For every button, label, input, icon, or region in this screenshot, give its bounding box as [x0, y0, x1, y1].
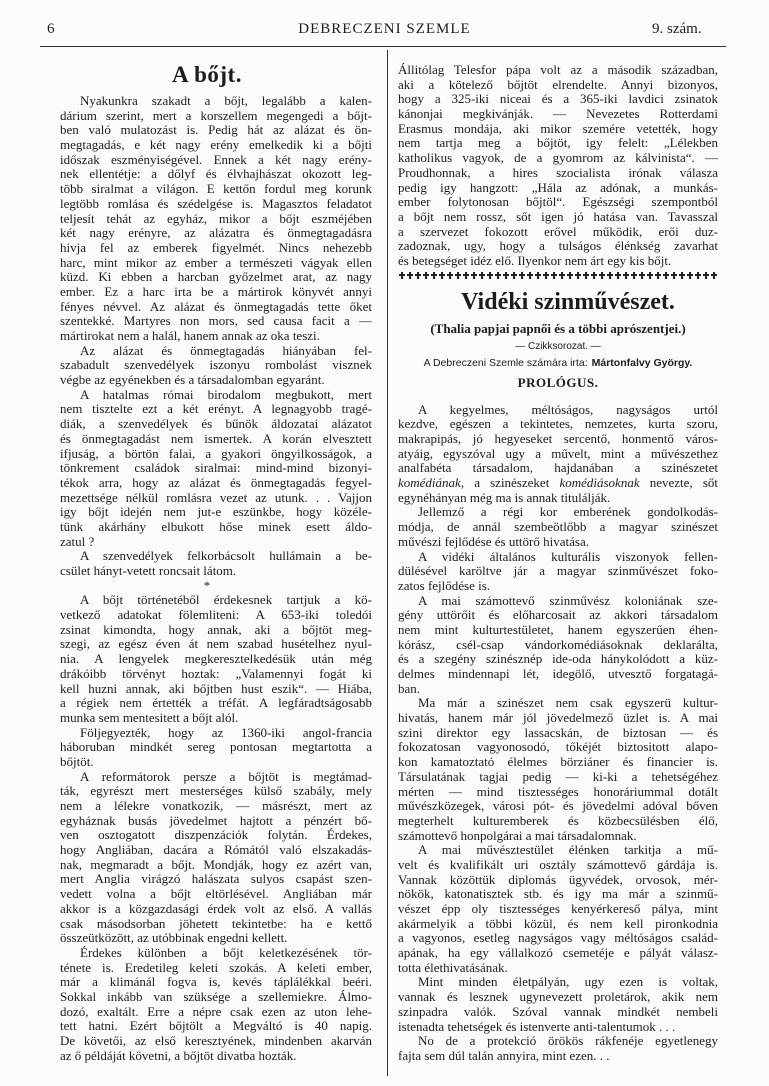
article-subtitle: (Thalia papjai papnői és a többi aprószentjei.) — [430, 320, 686, 336]
text-line: A kegyelmes, méltóságos, nagyságos urtól — [418, 402, 718, 417]
text-line: nia. A lengyelek megkeresztelkedésük után még — [60, 652, 372, 667]
text-line: szentekké. Martyres non mors, sed causa facit a — — [60, 314, 372, 329]
text-line: igy bőjt idején nem jut-e eszünkbe, hogy közéle- — [60, 505, 372, 520]
text-line: Mint minden életpályán, ugy ezen is voltak, — [418, 975, 718, 990]
text-line: küzd. Ki ebben a harcban győzelmet arat, az nagy — [60, 270, 372, 285]
text-line: nem tartja meg a bőjtöt, igy felelt: „Lélekben — [398, 136, 718, 151]
text-line: A mai számottevő szinművész koloniának sze- — [418, 593, 718, 608]
text-line: fajta sem dúl talán annyira, mint ezen. . . — [398, 1048, 610, 1063]
text-line: szegi, az egész éven át nem szabad husételhez nyul- — [60, 637, 372, 652]
article-title: Vidéki szinművészet. — [461, 288, 675, 315]
section-separator: * — [203, 577, 211, 593]
text-line: istenadta tehetségek és istenverte anti-talentumok . . . — [398, 1019, 676, 1034]
text-line: módja, de annál szembeötlőbb a magyar szinészet — [398, 520, 718, 535]
text-line: A vidéki általános kulturális viszonyok fellen- — [418, 549, 718, 564]
paragraph — [60, 726, 372, 770]
emphasized-word: komédiának — [398, 476, 461, 491]
paragraph — [398, 505, 718, 549]
text-line: kezdve, egészen a tekintetes, nemzetes, kurta szoru, — [398, 417, 718, 432]
text-line: mezettsége nélkül romlásra vezet az utunk. . . Vajjon — [60, 490, 372, 505]
text-line: egynéhányan még ma is annak titulálják. — [398, 490, 611, 505]
text-line: akármelyik a többi közül, és nem kell pironkodnia — [398, 916, 718, 931]
text-line: nökök, katonatisztek stb. és igy ma már a szinmű- — [398, 887, 718, 902]
text-line: egyháznak busás jövedelmet hajtott a pénzért bő- — [60, 813, 372, 828]
text-line: Nyakunkra szakadt a bőjt, legalább a kalen- — [80, 94, 372, 108]
text-line: De követői, az első keresztyének, mindenben akarván — [60, 1034, 372, 1048]
paragraph — [398, 696, 718, 843]
text-line: A hatalmas római birodalom megbukott, mert — [80, 387, 372, 402]
text-line: a régiek nem értették a tréfát. A legfáradtságosabb — [60, 696, 372, 711]
text-line: tönkrement családok siralmai: mind-mind bizonyi- — [60, 461, 372, 476]
text-line: zadoznak, ugy, hogy a tulságos élénkség zavarhat — [398, 239, 718, 254]
text-line: nem a lélekre vonatkozik, — másrészt, mert az — [60, 799, 372, 813]
text-line: A szenvedélyek felkorbácsolt hullámain a be- — [80, 549, 372, 564]
text-line: Jellemző a régi kor emberének gondolkodás- — [418, 505, 718, 520]
text-line: háboruban mindkét sereg pontosan megtartotta a — [60, 740, 372, 755]
byline-prefix: A Debreczeni Szemle számára irta: — [423, 356, 588, 369]
text-line: nek ellentétje: a dőlyf és élvhajhászat okozott leg- — [60, 167, 372, 182]
text-line: Állitólag Telesfor pápa volt az a második században, — [398, 63, 718, 77]
text-line: szini direktor egy lassacskán, de biztosan — és — [398, 725, 718, 740]
series-label: — Czikksorozat. — — [515, 340, 601, 352]
paragraph — [398, 550, 718, 594]
paragraph — [398, 1034, 718, 1063]
text-line: fényes névvel. Az alázat és önmegtagadás tette őket — [60, 299, 372, 314]
text-line: Proudhonnak, a hires szocialista irónak válasza — [398, 165, 718, 180]
continued-article-text — [398, 63, 718, 269]
text-line: hivja fel az emberek figyelmét. Nincs nehezebb — [60, 240, 372, 255]
text-line: és a szegény szinésznép ide-oda hánykolódott a küz- — [398, 652, 718, 667]
text-line: zatul ? — [60, 534, 95, 549]
paragraph — [60, 593, 372, 725]
text-line: vészet épp oly tisztességes kenyérkereső pálya, mint — [398, 902, 718, 916]
article-body — [398, 403, 718, 1064]
text-line: legtöbb romlása és szédelgése is. Magasztos feladatot — [60, 196, 372, 211]
column-divider — [387, 50, 388, 1076]
text-line: A mai művésztestület élénken tarkitja a mű- — [418, 843, 718, 858]
text-line: hogy Angliában, dacára a Rómától való elszakadás- — [60, 843, 372, 858]
article-body — [60, 94, 372, 1063]
paragraph — [60, 549, 372, 578]
text-line: összeütközött, az utóbbinak engedni kellett. — [60, 931, 288, 946]
text-line: velt és kvalifikált uri osztály számottevő gárdája is. — [398, 857, 718, 872]
text-line: ták, egyrészt mert mesterséges külső szabály, mely — [60, 784, 372, 799]
text-line: No de a protekció örökös rákfenéje egyetlenegy — [418, 1034, 718, 1049]
text-line: művészközegek, városi pót- és jövedelmi adóval bőven — [398, 799, 718, 814]
paragraph — [398, 63, 718, 269]
text-line: időszak eszményiségével. Ennek a két nagy erény- — [60, 152, 372, 167]
text-line: számottevő honpolgárai a mai társadalomnak. — [398, 828, 637, 843]
text-line: szabadult szenvedélyek iszonyu rombolást visznek — [60, 358, 372, 373]
header-rule — [40, 46, 726, 47]
text-line: Érdekes különben a bőjt keletkezésének tör- — [80, 945, 372, 960]
emphasized-word: komédiásoknak — [559, 476, 640, 491]
article-title: A bőjt. — [172, 62, 242, 87]
text-line: csület hányt-vetett roncsait látom. — [60, 564, 237, 578]
text-line: ifjuság, a börtön falai, a gyakori öngyilkosságok, a — [60, 446, 372, 461]
paragraph — [60, 94, 372, 344]
text-span: , a szinészeket — [460, 476, 560, 491]
paragraph — [398, 403, 718, 506]
text-line: makrapipás, jó hegyeseket sercentő, honmentő város- — [398, 432, 718, 446]
text-line: vedett volna a bőjt eltörlésével. Angliában már — [60, 887, 372, 902]
byline — [398, 355, 718, 371]
text-line: A reformátorok persze a bőjtöt is megtámad- — [80, 769, 372, 784]
text-line: akkor is a közgazdasági érdek volt az első. A vallás — [60, 901, 372, 916]
text-line: mérten — mind tisztességes honoráriummal dotált — [398, 784, 718, 799]
paragraph — [398, 975, 718, 1034]
text-line: a szervezet fokozott erővel működik, erői duz- — [398, 224, 718, 239]
text-line: kórász, csél-csap vándorkomédiásoknak deklarálta, — [398, 637, 718, 652]
text-line: dülésével karöltve jár a magyar szinművészet foko- — [398, 564, 718, 579]
text-line: ember folytonosan bőjtöl“. Egészségi szempontból — [398, 195, 718, 210]
text-line: atyáig, egyszóval ugy a művelt, mint a művészethez — [398, 446, 718, 461]
masthead: DEBRECZENI SZEMLE — [298, 21, 471, 37]
text-line: diák, a szenvedélyek és bűnök áldozatai alázatot — [60, 417, 372, 432]
text-line: csak másodsorban jöhetett tekintetbe: ha e kettő — [60, 916, 372, 931]
text-line: zsinat kimondta, hogy annak, aki a bőjtöt meg- — [60, 622, 372, 637]
text-line: tékok arra, hogy az alázat és önmegtagadás fegyel- — [60, 475, 372, 490]
text-line: kon kamatoztató élelmes börziáner és financier is. — [398, 755, 718, 770]
text-line: ember. Ez a harc irta be a mártirok könyvét annyi — [60, 284, 372, 299]
ornamental-rule — [398, 272, 718, 279]
text-line: már a klimánál fogva is, kevés táplálékkal beéri. — [60, 975, 372, 990]
text-line: nem tisztelte ezt a két erényt. A legnagyobb tragé- — [60, 402, 372, 417]
text-line: ban. — [398, 681, 421, 696]
text-line: fokozatosan vagyonosodó, tőkéjét biztositott alapo- — [398, 740, 718, 755]
text-line: ténete is. Eredetileg keleti szokás. A keleti ember, — [60, 960, 372, 975]
text-line: Az alázat és önmegtagadás hiányában fel- — [80, 343, 372, 358]
text-line: és önmegtagadást nem ismertek. A korán elvesztett — [60, 431, 372, 446]
text-line: Vannak közöttük diplomás ügyvédek, orvosok, mér- — [398, 872, 718, 887]
text-line: Társulatának tagjai pedig — ki-ki a tehetségéhez — [398, 769, 718, 784]
paragraph — [60, 388, 372, 550]
section-heading: PROLÓGUS. — [517, 374, 599, 390]
text-line: két nagy erényre, az alázatra és önmegtagadásra — [60, 226, 372, 241]
text-line: a bőjt nem rossz, sőt igen jó hatása van. Tavasszal — [398, 209, 718, 224]
text-line: és betegséget idéz elő. Ilyenkor nem árt egy kis bőjt. — [398, 253, 672, 268]
paragraph — [60, 770, 372, 946]
text-line: nem mint kulturtestületet, hanem egyszerűen éhen- — [398, 622, 718, 637]
text-line: vetkező adatokat fölemliteni: A 653-iki toledói — [60, 608, 372, 623]
text-line: hogy a 325-iki niceai és a 365-iki lavdici zsinatok — [398, 92, 718, 107]
text-line: tünk akárhány elbukott hőse minek esett áldo- — [60, 519, 372, 534]
text-line: totta élethivatásának. — [398, 960, 508, 975]
text-line: gény uttörőit és előharcosait az akkori társadalom — [398, 608, 718, 623]
text-line: munka sem mentesitett a bőjt alól. — [60, 710, 239, 725]
text-line: harc, mint mikor az ember a természeti vágyak ellen — [60, 255, 372, 270]
text-line: pedig igy hangzott: „Hála az adónak, a munkás- — [398, 180, 718, 195]
paragraph — [60, 946, 372, 1064]
text-line: mert Anglia virágzó halászata sulyos csapást szen- — [60, 872, 372, 887]
text-line: Erasmus mondája, aki mikor szemére vetették, hogy — [398, 121, 718, 136]
text-line: bőjtöt. — [60, 754, 94, 769]
text-line: kánonjai megkivánják. — Nevezetes Rotterdami — [398, 107, 718, 122]
text-line: kell huzni annak, aki bőjtben hust eszik“. — Hiába, — [60, 681, 372, 696]
text-line: teljesít tehát az egyház, mikor a bőjt eszméjében — [60, 211, 372, 226]
page-number: 6 — [47, 21, 55, 37]
text-line — [398, 476, 718, 491]
text-line: ben való mulatozást is. Pedig hát az alázat és ön- — [60, 123, 372, 138]
text-line: analfabéta társadalom, hajdanában a szinészetet — [398, 461, 718, 476]
author-name: Mártonfalvy György. — [591, 356, 693, 369]
text-line: aki a kötelező bőjtöt elrendelte. Annyi bizonyos, — [398, 77, 718, 92]
text-line: megtagadás, e két nagy erény emelkedik ki a bőjti — [60, 138, 372, 153]
text-line: katholikus vagyok, de a gyomrom az kálvinista“. — — [398, 151, 718, 166]
right-column — [398, 63, 718, 1064]
text-line: A bőjt történetéből érdekesnek tartjuk a kö- — [80, 593, 372, 608]
text-line: dozó, exaltált. Erre a népre csak ezen az uton lehe- — [60, 1004, 372, 1019]
text-line: hivatás, hanem már jól jövedelmező üzlet is. A mai — [398, 711, 718, 726]
text-line: Sokkal inkább van szüksége a szellemiekre. Álmo- — [60, 989, 372, 1004]
text-line: a vagyonos, esetleg nagyságos vagy méltóságos család- — [398, 931, 718, 946]
text-line: végbe az egyénekben és a társadalomban egyaránt. — [60, 373, 325, 388]
text-span: nevezte, sőt — [639, 476, 718, 491]
paragraph — [398, 843, 718, 975]
paragraph — [60, 344, 372, 388]
text-line: szinpadra valók. Szóval vannak mindkét nembeli — [398, 1004, 718, 1019]
text-line: apának, ha egy vállalkozó csemetéje e pályát válasz- — [398, 946, 718, 961]
text-line: több siralmat a világon. E kettőn fordul meg korunk — [60, 182, 372, 197]
text-line: mártirokat nem a halál, hanem annak az oka teszi. — [60, 329, 320, 343]
left-column — [60, 60, 372, 1063]
text-line: dárium szerint, mert a korszellem megengedi a bőjt- — [60, 108, 372, 123]
text-line: drákóibb törvényt hoztak: „Valamennyi fogát ki — [60, 666, 372, 681]
text-line: delmes mindennapi lét, idegölő, utvesztő forgatagá- — [398, 667, 718, 681]
text-line: az ő példáját követni, a bőjtöt divatba hozták. — [60, 1048, 297, 1063]
text-line: tett hatni. Ezért bőjtölt a Megváltó is 40 napig. — [60, 1019, 372, 1034]
text-line: Ma már a szinészet nem csak egyszerü kultur- — [418, 696, 718, 711]
text-line: művészi fejlődése és uttörő hivatása. — [398, 534, 589, 549]
paragraph — [398, 594, 718, 697]
text-line: nak, megmaradt a bőjt. Mondják, hogy ez azért van, — [60, 857, 372, 872]
text-line: vannak és lesznek ugynevezett proletárok, akik nem — [398, 990, 718, 1005]
text-line: Följegyezték, hogy az 1360-iki angol-francia — [80, 725, 372, 740]
text-line: megterhelt kulturemberek és közbecsülésben élő, — [398, 813, 718, 828]
issue-number: 9. szám. — [652, 21, 702, 37]
text-line: zatos fejlődése is. — [398, 578, 491, 593]
text-line: ven osztogatott diszpenzációk folytán. Érdekes, — [60, 828, 372, 843]
